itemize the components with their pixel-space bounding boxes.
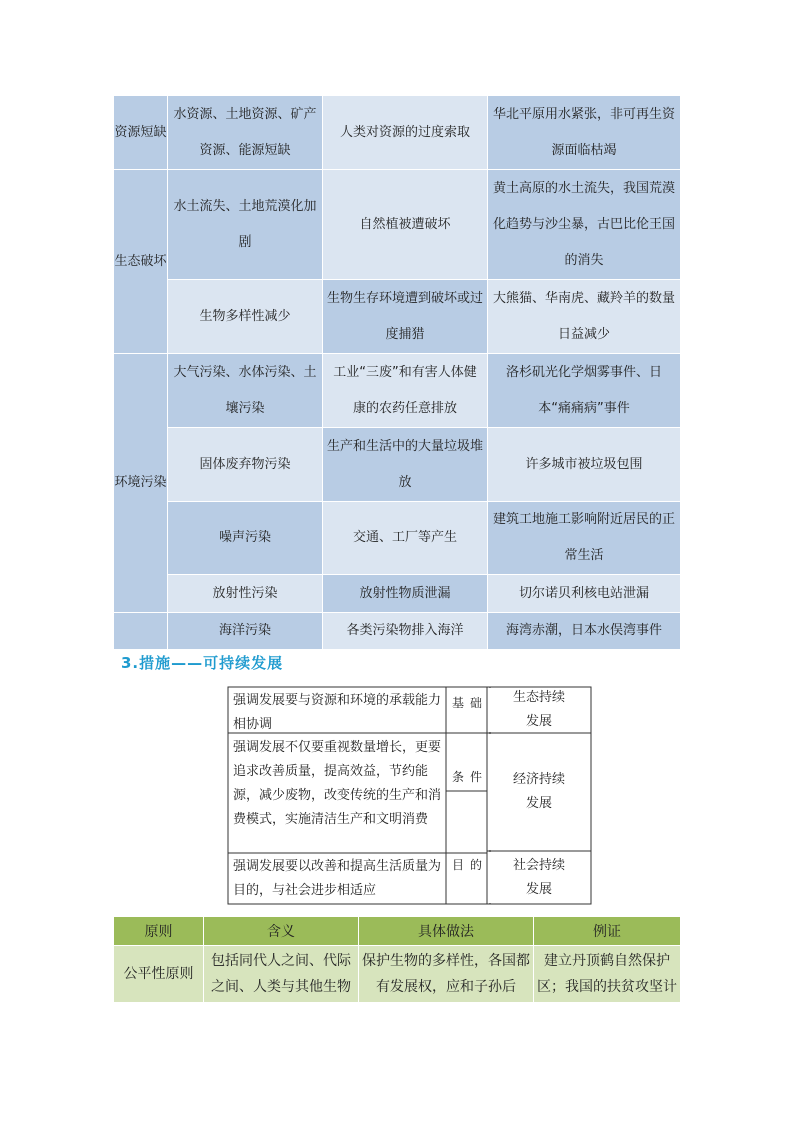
item-cell: 大气污染、水体污染、土壤污染 [168,354,323,428]
example-cell: 建立丹顶鹤自然保护区；我国的扶贫攻坚计 [534,946,681,1003]
example-cell: 许多城市被垃圾包围 [488,428,681,502]
category-cell: 资源短缺 [114,96,168,170]
item-cell: 放射性污染 [168,575,323,613]
ecological-sustainability: 生态持续发展 [488,688,590,732]
table-header-row [114,917,681,946]
example-cell: 切尔诺贝利核电站泄漏 [488,575,681,613]
foundation-description: 强调发展要与资源和环境的承载能力相协调 [229,688,445,732]
foundation-label: 基础 [452,696,489,710]
cause-cell: 工业“三废”和有害人体健康的农药任意排放 [323,354,488,428]
item-cell: 海洋污染 [168,613,323,650]
header-principle: 原则 [114,917,204,946]
cause-cell: 放射性物质泄漏 [323,575,488,613]
example-cell: 华北平原用水紧张，非可再生资源面临枯竭 [488,96,681,170]
meaning-cell: 包括同代人之间、代际之间、人类与其他生物 [204,946,359,1003]
header-meaning: 含义 [204,917,359,946]
condition-label: 条件 [452,770,489,784]
condition-description: 强调发展不仅要重视数量增长，更要追求改善质量，提高效益，节约能源，减少废物，改变传统的生产和消费模式，实施清洁生产和文明消费 [229,734,445,852]
cause-cell: 人类对资源的过度索取 [323,96,488,170]
cause-cell: 自然植被遭破坏 [323,170,488,280]
social-sustainability: 社会持续发展 [488,852,590,903]
example-cell: 大熊猫、华南虎、藏羚羊的数量日益减少 [488,280,681,354]
example-cell: 黄土高原的水土流失，我国荒漠化趋势与沙尘暴，古巴比伦王国的消失 [488,170,681,280]
header-example: 例证 [534,917,681,946]
category-cell: 生态破坏 [114,170,168,354]
example-cell: 建筑工地施工影响附近居民的正常生活 [488,502,681,575]
category-cell: 环境污染 [114,354,168,613]
section-title: 3.措施——可持续发展 [121,654,284,672]
cause-cell: 生物生存环境遭到破坏或过度捕猎 [323,280,488,354]
item-cell: 水资源、土地资源、矿产资源、能源短缺 [168,96,323,170]
principles-table [113,916,681,1003]
cause-cell: 各类污染物排入海洋 [323,613,488,650]
example-cell: 洛杉矶光化学烟雾事件、日本“痛痛病”事件 [488,354,681,428]
practice-cell: 保护生物的多样性，各国都有发展权，应和子孙后 [359,946,534,1003]
cause-cell: 生产和生活中的大量垃圾堆放 [323,428,488,502]
header-practice: 具体做法 [359,917,534,946]
principle-cell: 公平性原则 [114,946,204,1003]
goal-description: 强调发展要以改善和提高生活质量为目的，与社会进步相适应 [229,854,445,903]
economic-sustainability: 经济持续发展 [488,734,590,850]
goal-label: 目的 [452,858,489,872]
table-row [114,946,681,1003]
item-cell: 固体废弃物污染 [168,428,323,502]
item-cell: 生物多样性减少 [168,280,323,354]
item-cell: 水土流失、土地荒漠化加剧 [168,170,323,280]
item-cell: 噪声污染 [168,502,323,575]
cause-cell: 交通、工厂等产生 [323,502,488,575]
example-cell: 海湾赤潮，日本水俣湾事件 [488,613,681,650]
